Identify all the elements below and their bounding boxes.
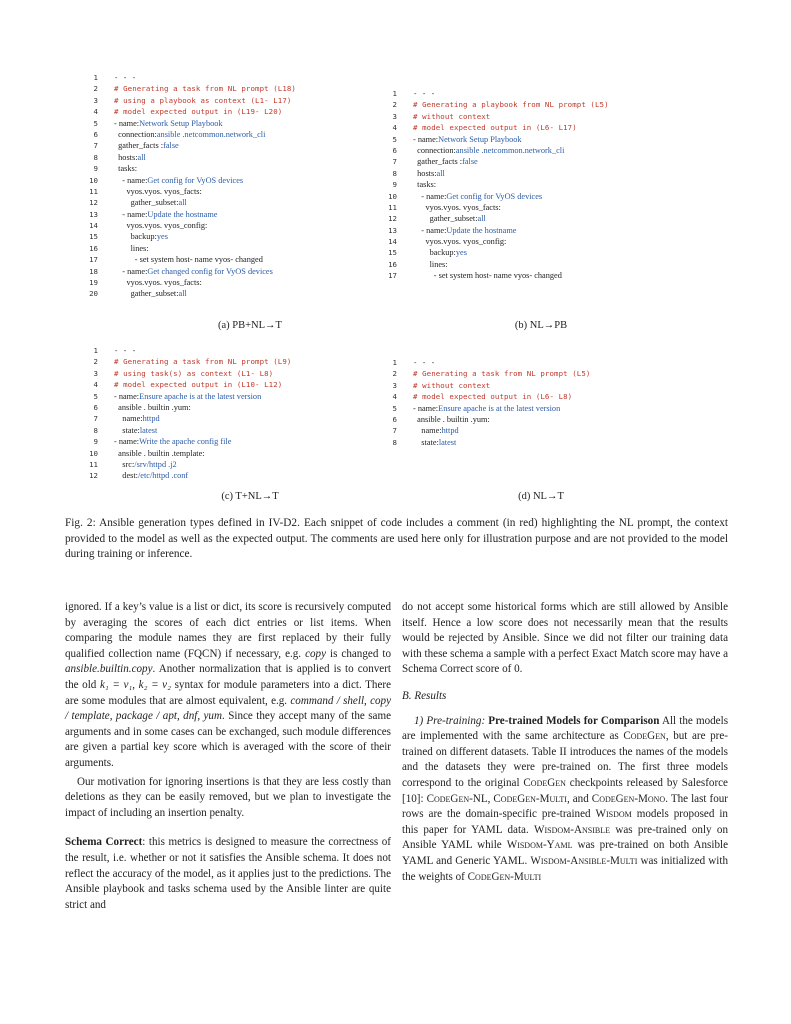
yaml-key: name:	[118, 391, 140, 401]
yaml-key: gather_subset:	[130, 289, 179, 299]
code-line	[383, 191, 609, 202]
yaml-value: all	[477, 214, 486, 224]
line-number: 1	[392, 89, 397, 98]
code-line	[84, 231, 296, 242]
yaml-key: src:	[122, 459, 135, 469]
subcaption-a: (a) PB+NL→T	[218, 320, 282, 331]
code-line	[84, 448, 291, 459]
line-number: 3	[392, 111, 397, 121]
line-number: 15	[89, 232, 98, 242]
yaml-key: - set system host- name vyos- changed	[134, 255, 263, 265]
yaml-value: false	[163, 141, 179, 151]
yaml-value: yes	[455, 248, 467, 258]
yaml-key: dest:	[122, 471, 138, 481]
code-line	[84, 209, 296, 220]
line-number: 15	[388, 248, 397, 258]
yaml-key: tasks:	[417, 180, 437, 190]
yaml-key: gather_subset:	[130, 198, 179, 208]
line-number: 14	[388, 237, 397, 247]
code-line	[383, 134, 609, 145]
code-line	[84, 288, 296, 299]
yaml-value: Ensure apache is at the latest version	[438, 403, 561, 413]
yaml-value: all	[178, 198, 187, 208]
yaml-key: lines:	[130, 243, 149, 253]
line-number: 2	[93, 357, 98, 367]
yaml-key: name:	[127, 266, 148, 276]
code-line	[84, 379, 291, 390]
code-line	[383, 122, 609, 133]
code-line	[84, 356, 291, 367]
line-number: 6	[93, 129, 98, 139]
code-line	[84, 163, 296, 174]
code-line	[383, 259, 609, 270]
subcaption-b: (b) NL→PB	[514, 320, 568, 331]
line-number: 11	[388, 202, 397, 212]
code-line	[383, 391, 590, 402]
line-number: 2	[392, 100, 397, 110]
yaml-value: all	[137, 152, 146, 162]
yaml-value: Update the hostname	[446, 225, 517, 235]
code-indent	[413, 437, 421, 448]
line-number: 5	[93, 118, 98, 128]
yaml-key: hosts:	[417, 168, 437, 178]
code-line	[383, 357, 590, 368]
line-number: 17	[388, 271, 397, 281]
left-paragraph-3: Schema Correct: this metrics is designed to measure the correctness of the result, i.e. whether or not it satisfies the Ansible schema. It does not reflect the accuracy of the model, as it applies just to the predictions. The Ansible playbook and tasks schema used by the Ansible linter are quite strict and	[65, 836, 391, 911]
code-indent	[114, 231, 131, 242]
code-indent: -	[114, 391, 119, 401]
code-indent: -	[413, 225, 427, 235]
yaml-value: all	[436, 168, 445, 178]
code-line	[84, 391, 291, 402]
yaml-value: Get config for VyOS devices	[446, 191, 543, 201]
yaml-value: /etc/httpd .conf	[137, 471, 189, 481]
line-number: 16	[89, 243, 98, 253]
code-line	[383, 270, 609, 281]
line-number: 7	[93, 141, 98, 151]
code-indent	[114, 425, 122, 436]
line-number: 4	[93, 107, 98, 117]
line-number: 8	[392, 437, 397, 447]
line-number: 9	[392, 180, 397, 190]
yaml-key: hosts:	[118, 152, 138, 162]
line-number: 3	[93, 368, 98, 378]
code-indent	[114, 220, 126, 231]
code-indent	[114, 413, 122, 424]
line-number: 6	[392, 145, 397, 155]
yaml-key: backup:	[130, 232, 157, 242]
code-comment: # Generating a task from NL prompt (L9)	[114, 357, 292, 367]
code-line	[383, 156, 609, 167]
code-indent	[114, 197, 131, 208]
line-number: 7	[392, 426, 397, 436]
code-line	[84, 118, 296, 129]
code-indent: -	[114, 266, 128, 276]
yaml-key: name:	[426, 191, 447, 201]
code-line	[84, 106, 296, 117]
subcaption-d: (d) NL→T	[518, 491, 564, 502]
line-number: 9	[93, 164, 98, 174]
line-number: 5	[392, 134, 397, 144]
yaml-key: name:	[127, 209, 148, 219]
code-line	[383, 202, 609, 213]
line-number: 4	[392, 123, 397, 133]
code-indent: -	[413, 403, 418, 413]
line-number: 6	[392, 414, 397, 424]
yaml-document-start: - - -	[413, 358, 436, 367]
yaml-key: connection:	[118, 129, 157, 139]
yaml-value: Ensure apache is at the latest version	[139, 391, 262, 401]
yaml-value: httpd	[441, 426, 459, 436]
code-line	[84, 470, 291, 481]
code-line	[383, 99, 609, 110]
code-indent	[413, 259, 430, 270]
code-comment: # using a playbook as context (L1- L17)	[114, 95, 292, 105]
line-number: 16	[388, 259, 397, 269]
code-line	[84, 277, 296, 288]
right-paragraph-1: do not accept some historical forms which are still allowed by Ansible itself. Hence a low score does not necessarily mean that the results would be rejected by Ansible. Since we did not filter our training data with these schema a sample with a perfect Exact Match score may have a Schema Correct score of 0.	[402, 601, 728, 676]
yaml-key: ansible . builtin .yum:	[417, 414, 490, 424]
line-number: 13	[89, 209, 98, 219]
code-comment: # model expected output in (L6- L17)	[413, 123, 577, 133]
code-comment: # without context	[413, 111, 491, 121]
code-line	[84, 266, 296, 277]
line-number: 9	[93, 437, 98, 447]
code-indent: -	[413, 134, 418, 144]
line-number: 13	[388, 225, 397, 235]
code-line	[84, 197, 296, 208]
code-line	[383, 247, 609, 258]
line-number: 10	[89, 448, 98, 458]
figure-caption: Fig. 2: Ansible generation types defined in IV-D2. Each snippet of code includes a comment (in red) highlighting the NL prompt, the context provided to the model as well as the expected output. The comments are used here only for illustration purpose and are not provided to the model during training or inference.	[65, 517, 728, 560]
line-number: 5	[93, 391, 98, 401]
yaml-key: vyos.vyos. vyos_facts:	[126, 186, 202, 196]
code-snippet-d	[383, 357, 590, 448]
code-line	[84, 95, 296, 106]
code-comment: # without context	[413, 380, 491, 390]
yaml-value: ansible .netcommon.network_cli	[455, 145, 565, 155]
code-indent	[114, 186, 126, 197]
line-number: 6	[93, 402, 98, 412]
code-line	[84, 140, 296, 151]
code-snippet-c	[84, 345, 291, 482]
yaml-key: name:	[118, 437, 140, 447]
yaml-key: lines:	[429, 259, 448, 269]
line-number: 5	[392, 403, 397, 413]
line-number: 12	[388, 214, 397, 224]
code-indent: -	[114, 209, 128, 219]
code-line	[383, 236, 609, 247]
line-number: 17	[89, 255, 98, 265]
yaml-key: vyos.vyos. vyos_facts:	[126, 278, 202, 288]
section-heading-results: B. Results	[402, 689, 447, 702]
yaml-key: vyos.vyos. vyos_facts:	[425, 202, 501, 212]
right-column	[402, 600, 728, 885]
line-number: 2	[93, 84, 98, 94]
code-indent	[413, 247, 430, 258]
code-line	[84, 175, 296, 186]
code-line	[383, 368, 590, 379]
yaml-document-start: - - -	[413, 89, 436, 98]
code-line	[84, 425, 291, 436]
yaml-value: /srv/httpd .j2	[134, 459, 177, 469]
code-line	[383, 213, 609, 224]
code-line	[84, 254, 296, 265]
line-number: 8	[93, 425, 98, 435]
line-number: 10	[388, 191, 397, 201]
yaml-key: name:	[118, 118, 140, 128]
code-indent: -	[114, 437, 119, 447]
yaml-document-start: - - -	[114, 346, 137, 355]
code-indent	[114, 277, 126, 288]
line-number: 2	[392, 369, 397, 379]
yaml-value: all	[178, 289, 187, 299]
yaml-value: Write the apache config file	[139, 437, 232, 447]
code-indent	[413, 270, 434, 281]
code-comment: # model expected output in (L10- L12)	[114, 380, 283, 390]
line-number: 8	[93, 152, 98, 162]
yaml-value: yes	[156, 232, 168, 242]
code-line	[383, 88, 609, 99]
code-line	[383, 225, 609, 236]
yaml-key: name:	[426, 225, 447, 235]
yaml-key: tasks:	[118, 164, 138, 174]
code-comment: # Generating a task from NL prompt (L18)	[114, 84, 296, 94]
code-comment: # model expected output in (L19- L20)	[114, 107, 283, 117]
yaml-key: gather_facts :	[417, 157, 463, 167]
line-number: 12	[89, 198, 98, 208]
yaml-key: state:	[421, 437, 439, 447]
code-line	[84, 436, 291, 447]
right-paragraph-2: 1) Pre-training: Pre-trained Models for Comparison All the models are implemented with the same architecture as CodeGen, but are pre-trained on different datasets. Table II introduces the names of the models and the datasets they were pre-trained on. The first three models correspond to the original CodeGen checkpoints released by Salesforce [10]: CodeGen-NL, CodeGen-Multi, and CodeGen-Mono. The last four rows are the domain-specific pre-trained Wisdom models proposed in this paper for YAML data. Wisdom-Ansible was pre-trained only on Ansible YAML while Wisdom-Yaml was pre-trained on both Ansible YAML and Generic YAML. Wisdom-Ansible-Multi was initialized with the weights of CodeGen-Multi	[402, 714, 729, 883]
yaml-key: name:	[417, 134, 439, 144]
code-comment: # Generating a playbook from NL prompt (L5)	[413, 100, 609, 110]
line-number: 10	[89, 175, 98, 185]
line-number: 7	[93, 414, 98, 424]
code-indent	[413, 236, 425, 247]
code-line	[383, 111, 609, 122]
line-number: 11	[89, 186, 98, 196]
yaml-value: Network Setup Playbook	[438, 134, 522, 144]
code-line	[383, 437, 590, 448]
code-line	[84, 186, 296, 197]
code-line	[84, 152, 296, 163]
yaml-value: Get config for VyOS devices	[147, 175, 244, 185]
yaml-value: Update the hostname	[147, 209, 218, 219]
code-indent: -	[114, 175, 128, 185]
yaml-value: false	[462, 157, 478, 167]
left-column	[65, 600, 391, 913]
code-indent	[114, 288, 131, 299]
line-number: 3	[93, 95, 98, 105]
line-number: 7	[392, 157, 397, 167]
line-number: 4	[392, 392, 397, 402]
line-number: 3	[392, 380, 397, 390]
yaml-key: vyos.vyos. vyos_config:	[126, 221, 208, 231]
line-number: 18	[89, 266, 98, 276]
yaml-key: name:	[127, 175, 148, 185]
code-snippet-a	[84, 72, 296, 300]
code-indent	[413, 202, 425, 213]
yaml-key: name:	[421, 426, 442, 436]
code-line	[383, 145, 609, 156]
code-snippet-b	[383, 88, 609, 282]
code-line	[383, 168, 609, 179]
left-paragraph-2: Our motivation for ignoring insertions is that they are less costly than deletions as they can be easily removed, but we plan to investigate the impact of including an insertion penalty.	[65, 775, 391, 819]
line-number: 20	[89, 289, 98, 299]
yaml-value: latest	[438, 437, 457, 447]
line-number: 8	[392, 168, 397, 178]
code-line	[84, 129, 296, 140]
yaml-key: connection:	[417, 145, 456, 155]
left-paragraph-1: ignored. If a key’s value is a list or dict, its score is recursively computed by averaging the scores of each dict entries or list items. When comparing the module names they are first replaced by their fully qualified collection name (FQCN) if necessary, e.g. copy is changed to ansible.builtin.copy. Another normalization that is applied is to convert the old k₁ = v₁, k₂ = v₂ syntax for module parameters into a dict. There are some modules that are almost equivalent, e.g. command / shell, copy / template, package / apt, dnf, yum. Since they accept many of the same arguments and in some cases can be exchanged, such module differences are given a partial key score which is averaged with the score of their arguments.	[65, 601, 392, 769]
yaml-key: gather_subset:	[429, 214, 478, 224]
yaml-key: gather_facts :	[118, 141, 164, 151]
code-line	[383, 403, 590, 414]
code-line	[383, 380, 590, 391]
yaml-document-start: - - -	[114, 73, 137, 82]
yaml-value: Get changed config for VyOS devices	[147, 266, 273, 276]
code-indent	[114, 459, 122, 470]
code-comment: # Generating a task from NL prompt (L5)	[413, 369, 591, 379]
code-indent: -	[114, 118, 119, 128]
yaml-key: ansible . builtin .yum:	[118, 402, 191, 412]
code-line	[84, 83, 296, 94]
code-indent: -	[413, 191, 427, 201]
code-line	[84, 220, 296, 231]
code-line	[383, 414, 590, 425]
code-line	[383, 179, 609, 190]
yaml-key: backup:	[429, 248, 456, 258]
code-indent	[114, 470, 122, 481]
line-number: 1	[93, 346, 98, 355]
yaml-key: name:	[417, 403, 439, 413]
code-line	[383, 425, 590, 436]
yaml-key: - set system host- name vyos- changed	[433, 271, 562, 281]
yaml-key: name:	[122, 414, 143, 424]
subcaption-c: (c) T+NL→T	[221, 491, 279, 502]
code-line	[84, 243, 296, 254]
code-indent	[413, 425, 421, 436]
code-indent	[114, 243, 131, 254]
line-number: 11	[89, 459, 98, 469]
yaml-value: ansible .netcommon.network_cli	[156, 129, 266, 139]
code-indent	[413, 213, 430, 224]
code-comment: # model expected output in (L6- L8)	[413, 392, 573, 402]
code-indent	[114, 254, 135, 265]
yaml-value: httpd	[142, 414, 160, 424]
yaml-key: vyos.vyos. vyos_config:	[425, 237, 507, 247]
code-line	[84, 459, 291, 470]
code-line	[84, 402, 291, 413]
yaml-key: ansible . builtin .template:	[118, 448, 205, 458]
yaml-value: latest	[139, 425, 158, 435]
code-comment: # using task(s) as context (L1- L8)	[114, 368, 274, 378]
code-line	[84, 413, 291, 424]
yaml-value: Network Setup Playbook	[139, 118, 223, 128]
line-number: 12	[89, 471, 98, 481]
yaml-key: state:	[122, 425, 140, 435]
line-number: 1	[93, 73, 98, 82]
code-line	[84, 72, 296, 83]
line-number: 4	[93, 380, 98, 390]
code-line	[84, 345, 291, 356]
code-line	[84, 368, 291, 379]
line-number: 14	[89, 221, 98, 231]
line-number: 1	[392, 358, 397, 367]
line-number: 19	[89, 278, 98, 288]
